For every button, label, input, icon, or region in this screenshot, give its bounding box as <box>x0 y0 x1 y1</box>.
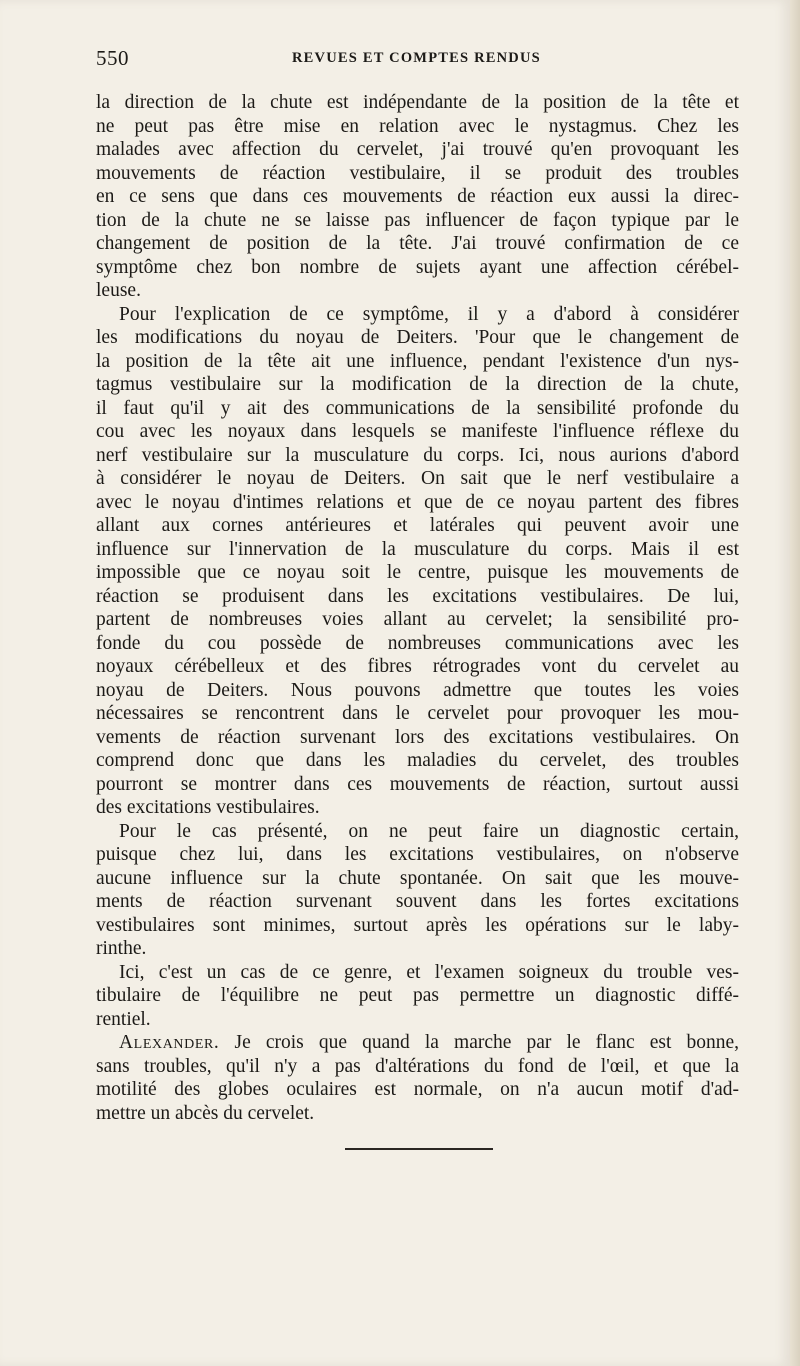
text-line: fonde du cou possède de nombreuses communications avec les <box>96 632 739 654</box>
text-line: tagmus vestibulaire sur la modification de la direction de la chute, <box>96 374 739 395</box>
text-line: influence sur l'innervation de la musculature du corps. Mais il est <box>96 538 739 560</box>
speaker-name: Alexander. <box>119 1032 220 1053</box>
text-line: symptôme chez bon nombre de sujets ayant une affection cérébel- <box>96 256 739 278</box>
text-line: la position de la tête ait une influence, pendant l'existence d'un nys- <box>96 350 739 372</box>
page-number: 550 <box>96 46 129 70</box>
text-line: tion de la chute ne se laisse pas influencer de façon typique par le <box>96 209 739 231</box>
text-line: impossible que ce noyau soit le centre, puisque les mouvements de <box>96 562 739 583</box>
text-line: cou avec les noyaux dans lesquels se manifeste l'influence réflexe du <box>96 421 739 442</box>
text-line: tibulaire de l'équilibre ne peut pas permettre un diagnostic diffé- <box>96 985 739 1006</box>
text-line: noyau de Deiters. Nous pouvons admettre que toutes les voies <box>96 679 739 701</box>
text-line: les modifications du noyau de Deiters. 'Pour que le changement de <box>96 327 739 348</box>
page-header <box>96 46 740 74</box>
text-line: nerf vestibulaire sur la musculature du corps. Ici, nous aurions d'abord <box>96 444 739 466</box>
text-line: nécessaires se rencontrent dans le cervelet pour provoquer les mou- <box>96 703 739 724</box>
text-line: partent de nombreuses voies allant au cervelet; la sensibilité pro- <box>96 609 739 630</box>
text-line: malades avec affection du cervelet, j'ai trouvé qu'en provoquant les <box>96 139 739 160</box>
text-line: des excitations vestibulaires. <box>96 797 320 818</box>
text-line: mouvements de réaction vestibulaire, il se produit des troubles <box>96 162 739 184</box>
body-text <box>96 91 739 1125</box>
text-line: changement de position de la tête. J'ai trouvé confirmation de ce <box>96 233 739 254</box>
text-line: noyaux cérébelleux et des fibres rétrogrades vont du cervelet au <box>96 656 739 677</box>
running-title: REVUES ET COMPTES RENDUS <box>292 50 541 66</box>
text-line: il faut qu'il y ait des communications de la sensibilité profonde du <box>96 397 739 419</box>
text-line: sans troubles, qu'il n'y a pas d'altérations du fond de l'œil, et que la <box>96 1055 739 1077</box>
text-line: allant aux cornes antérieures et latérales qui peuvent avoir une <box>96 515 739 536</box>
text-line: pourront se montrer dans ces mouvements de réaction, surtout aussi <box>96 773 739 795</box>
paragraph-start: Pour le cas présenté, on ne peut faire un diagnostic certain, <box>119 820 739 842</box>
text-line: rentiel. <box>96 1008 151 1030</box>
speaker-text: Je crois que quand la marche par le flanc est bonne, <box>234 1032 740 1053</box>
speaker-paragraph-start <box>96 1031 739 1055</box>
text-line: ne peut pas être mise en relation avec le nystagmus. Chez les <box>96 115 739 137</box>
paragraph-start: Ici, c'est un cas de ce genre, et l'examen soigneux du trouble ves- <box>119 961 739 983</box>
text-line: vestibulaires sont minimes, surtout après les opérations sur le laby- <box>96 914 739 936</box>
text-line: avec le noyau d'intimes relations et que de ce noyau partent des fibres <box>96 491 739 513</box>
paragraph-start: Pour l'explication de ce symptôme, il y a d'abord à considérer <box>119 303 739 325</box>
text-line: vements de réaction survenant lors des excitations vestibulaires. On <box>96 726 739 748</box>
text-line: puisque chez lui, dans les excitations vestibulaires, on n'observe <box>96 844 739 865</box>
text-line: en ce sens que dans ces mouvements de réaction eux aussi la direc- <box>96 186 739 207</box>
text-line: mettre un abcès du cervelet. <box>96 1102 315 1124</box>
section-end-rule <box>345 1148 493 1150</box>
text-line: réaction se produisent dans les excitations vestibulaires. De lui, <box>96 585 739 607</box>
text-line: aucune influence sur la chute spontanée. On sait que les mouve- <box>96 867 739 889</box>
text-line: ments de réaction survenant souvent dans les fortes excitations <box>96 891 739 912</box>
text-line: motilité des globes oculaires est normale, on n'a aucun motif d'ad- <box>96 1079 739 1100</box>
text-line: à considérer le noyau de Deiters. On sait que le nerf vestibulaire a <box>96 468 739 489</box>
text-line: leuse. <box>96 280 141 301</box>
text-line: comprend donc que dans les maladies du cervelet, des troubles <box>96 750 739 771</box>
text-line: la direction de la chute est indépendante de la position de la tête et <box>96 92 739 113</box>
text-line: rinthe. <box>96 938 147 959</box>
page-edge <box>790 0 800 1366</box>
